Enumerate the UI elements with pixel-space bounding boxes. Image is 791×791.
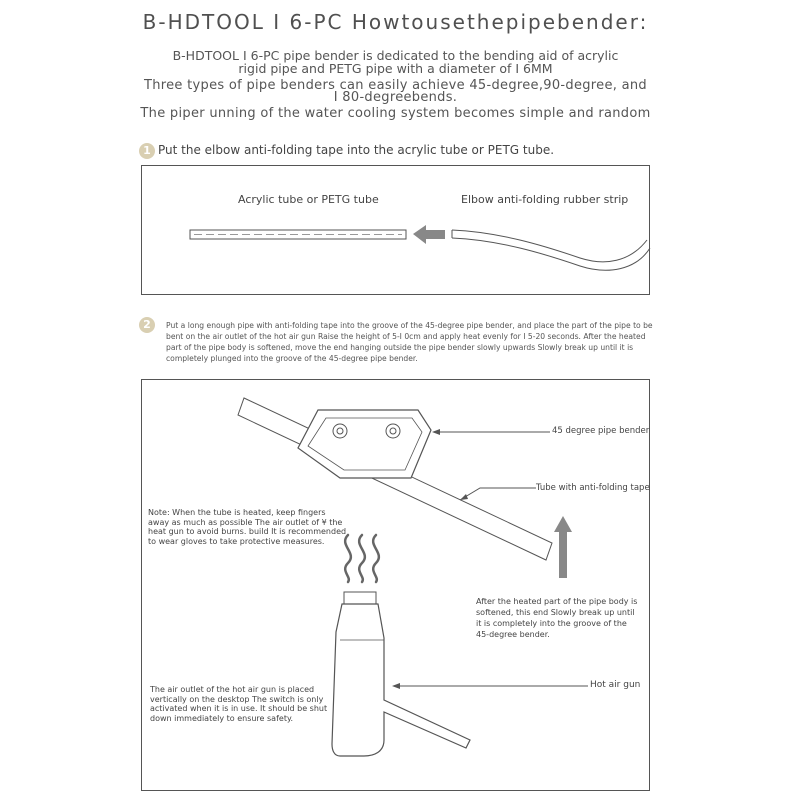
acrylic-tube-label: Acrylic tube or PETG tube — [238, 193, 379, 206]
left-arrow-icon — [413, 225, 445, 244]
rubber-strip-drawing — [452, 230, 650, 270]
acrylic-tube-drawing — [190, 230, 406, 239]
step-1-badge: 1 — [139, 143, 155, 159]
step-1-text: Put the elbow anti-folding tape into the acrylic tube or PETG tube. — [158, 143, 555, 157]
page-title: B-HDTOOL I 6-PC Howtousethepipebender: — [142, 10, 649, 34]
gun-safety-note: The air outlet of the hot air gun is placed vertically on the desktop The switch is only activated when it is in use. It should be shut down immediately to ensure safety. — [150, 685, 328, 723]
rubber-strip-label: Elbow anti-folding rubber strip — [461, 193, 629, 206]
step-2-diagram — [141, 379, 650, 791]
intro-line-2: rigid pipe and PETG pipe with a diameter of I 6MM — [238, 61, 553, 76]
bend-instruction-note: After the heated part of the pipe body is softened, this end Slowly break up until it is completely into the groove of the 45-degree bender. — [476, 597, 638, 639]
step-2-badge: 2 — [139, 317, 155, 333]
bender-label: 45 degree pipe bender — [552, 426, 650, 436]
heat-safety-note: Note: When the tube is heated, keep fingers away as much as possible The air outlet of ¥ the heat gun to avoid burns. build It is recommended to wear gloves to take protective measures. — [148, 508, 347, 546]
intro-line-1: B-HDTOOL I 6-PC pipe bender is dedicated to the bending aid of acrylic — [172, 48, 619, 63]
intro-line-5: The piper unning of the water cooling system becomes simple and random — [140, 106, 651, 121]
hot-air-gun-label: Hot air gun — [590, 680, 641, 690]
intro-line-3: Three types of pipe benders can easily achieve 45-degree,90-degree, and — [143, 78, 647, 93]
intro-line-4: I 80-degreebends. — [333, 90, 458, 105]
step-2-text: Put a long enough pipe with anti-folding tape into the groove of the 45-degree pipe bender, and place the part of the pipe to be bent on the air outlet of the hot air gun Raise the height of 5-I 0cm and apply heat evenly for I 5-20 seconds. After the heated part of the pipe body is softened, move the end hanging outside the pipe bender slowly upwards Slowly break up until it is completely plunged into the groove of the 45-degree pipe bender. — [166, 321, 653, 363]
tape-tube-label: Tube with anti-folding tape — [536, 483, 650, 493]
